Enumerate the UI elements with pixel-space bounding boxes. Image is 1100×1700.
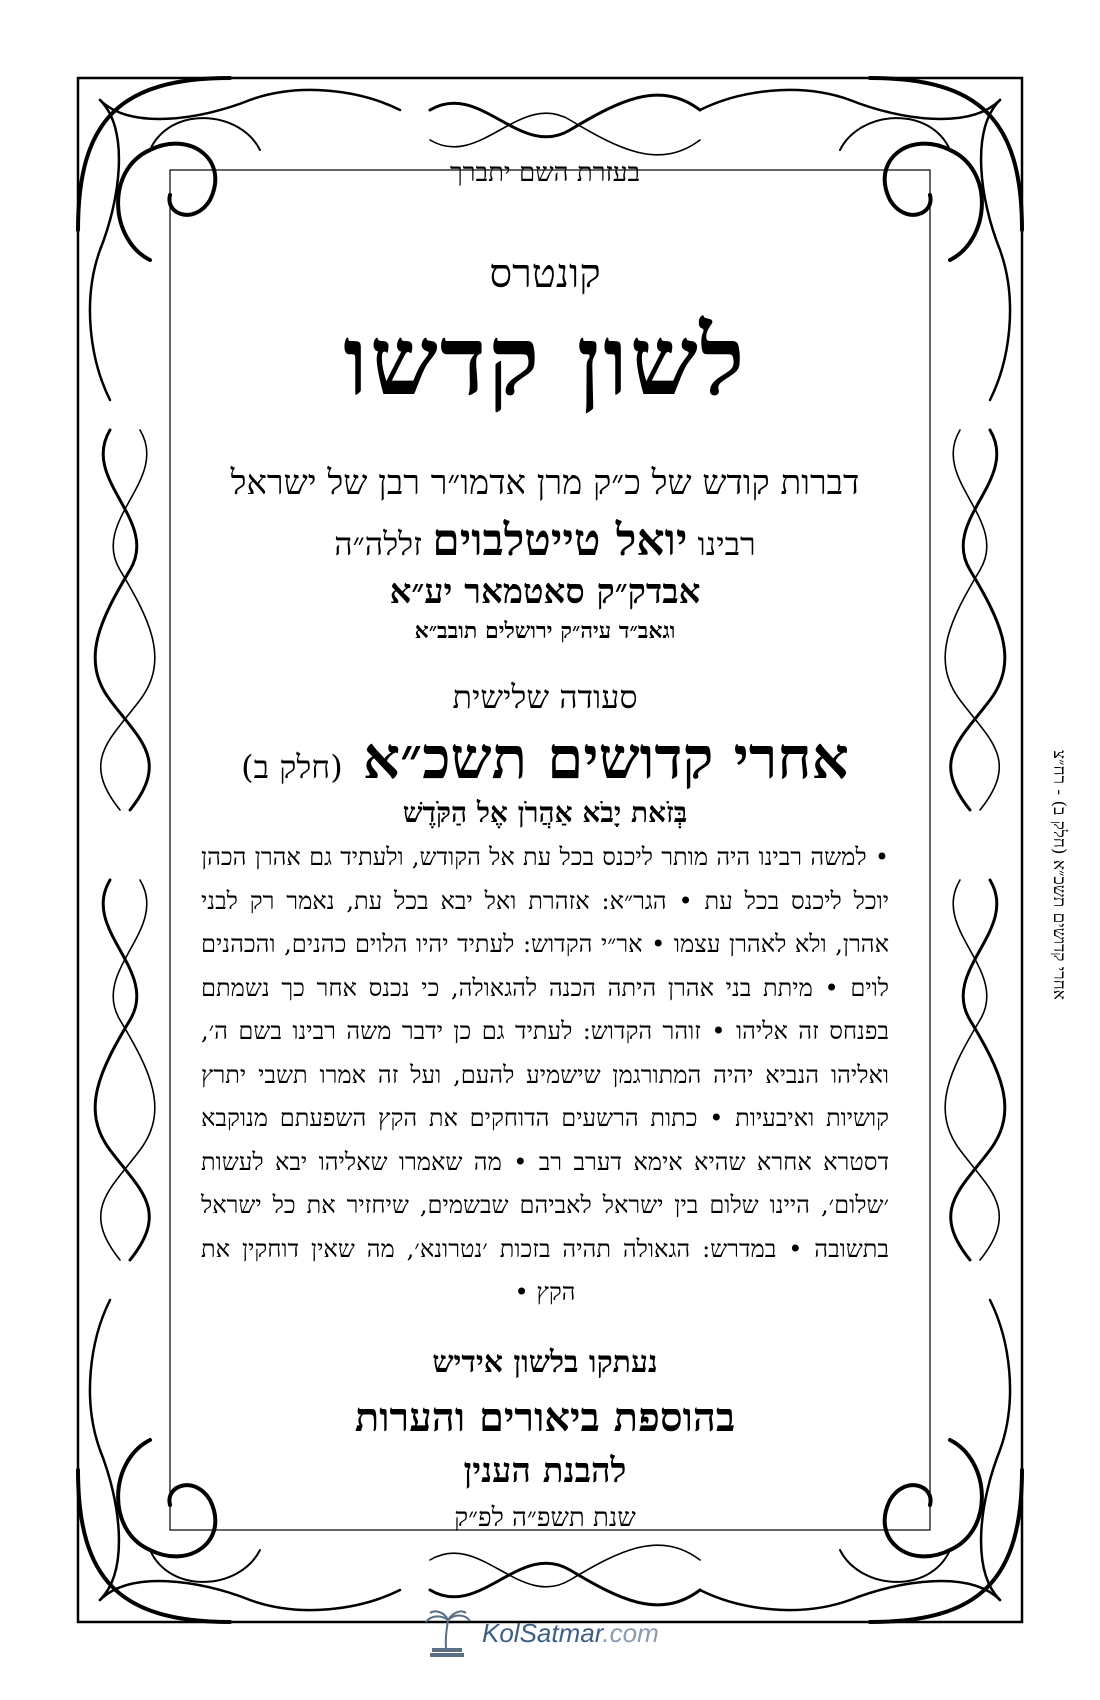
page-title: לשון קדשו — [343, 304, 747, 417]
rabbi-prefix: רבינו — [697, 525, 756, 563]
additions-note: בהוספת ביאורים והערות — [354, 1393, 736, 1441]
publication-year: שנת תשפ״ה לפ״ק — [454, 1502, 636, 1533]
translation-note: נעתקו בלשון אידיש — [432, 1344, 658, 1380]
cover-content — [195, 150, 895, 1533]
part-label: (חלק ב) — [241, 748, 343, 786]
parsha-heading — [195, 724, 895, 792]
topics-summary: • למשה רבינו היה מותר ליכנס בכל עת אל הקודש, ולעתיד גם אהרן הכהן יוכל ליכנס בכל עת • הגר״א: אזהרת ואל יבא בכל עת, נאמר רק לבני אהרן, ולא לאהרן עצמו • אר״י הקדוש: לעתיד יהיו הלוים כהנים, והכהנים לוים • מיתת בני אהרן היתה הכנה להגאולה, כי נכנס אחר כך נשמתם בפנחס זה אליהו • זוהר הקדוש: לעתיד גם כן ידבר משה רבינו בשם ה׳, ואליהו הנביא יהיה המתורגמן שישמיע להעם, ועל זה אמרו תשבי יתרץ קושיות ואיבעיות • כתות הרשעים הדוחקים את הקץ השפעתם מנוקבא דסטרא אחרא שהיא אימא דערב רב • מה שאמרו שאליהו יבא לעשות ׳שלום׳, היינו שלום בין ישראל לאביהם שבשמים, שיחזיר את כל ישראל בתשובה • במדרש: הגאולה תהיה בזכות ׳נטרונא׳, מה שאין דוחקין את הקץ • — [201, 843, 889, 1306]
rabbi-line — [195, 515, 895, 566]
side-label-text: אחרי קדושים תשכ״א (חלק ב) - רח״צ — [1049, 750, 1069, 1000]
subtitle-divrei-kodesh: דברות קודש של כ״ק מרן אדמו״ר רבן של ישראל — [230, 463, 860, 503]
gaavad-title: וגאב״ד עיה״ק ירושלים תובב״א — [414, 618, 676, 644]
avdak-title: אבדק״ק סאטמאר יע״א — [389, 572, 701, 612]
kuntres-label: קונטרס — [489, 251, 601, 297]
verse-quote: בְּזֹאת יָבֹא אַהֲרֹן אֶל הַקֹּדֶשׁ — [402, 796, 688, 829]
logo-wordmark — [482, 1618, 659, 1649]
rabbi-name: יואל טייטלבוים — [432, 515, 688, 566]
side-label — [1044, 750, 1074, 1000]
logo-suffix: .com — [602, 1618, 659, 1648]
site-logo[interactable] — [418, 1608, 718, 1660]
parsha-name: אחרי קדושים תשכ״א — [362, 724, 849, 792]
logo-brand: KolSatmar — [482, 1618, 603, 1648]
palm-tree-bookstack-icon — [418, 1608, 474, 1660]
opening-blessing: בעזרת השם יתברך — [450, 158, 640, 188]
rabbi-suffix: זללה״ה — [334, 525, 423, 563]
understanding-note: להבנת הענין — [463, 1450, 627, 1491]
occasion-label: סעודה שלישית — [452, 678, 638, 716]
